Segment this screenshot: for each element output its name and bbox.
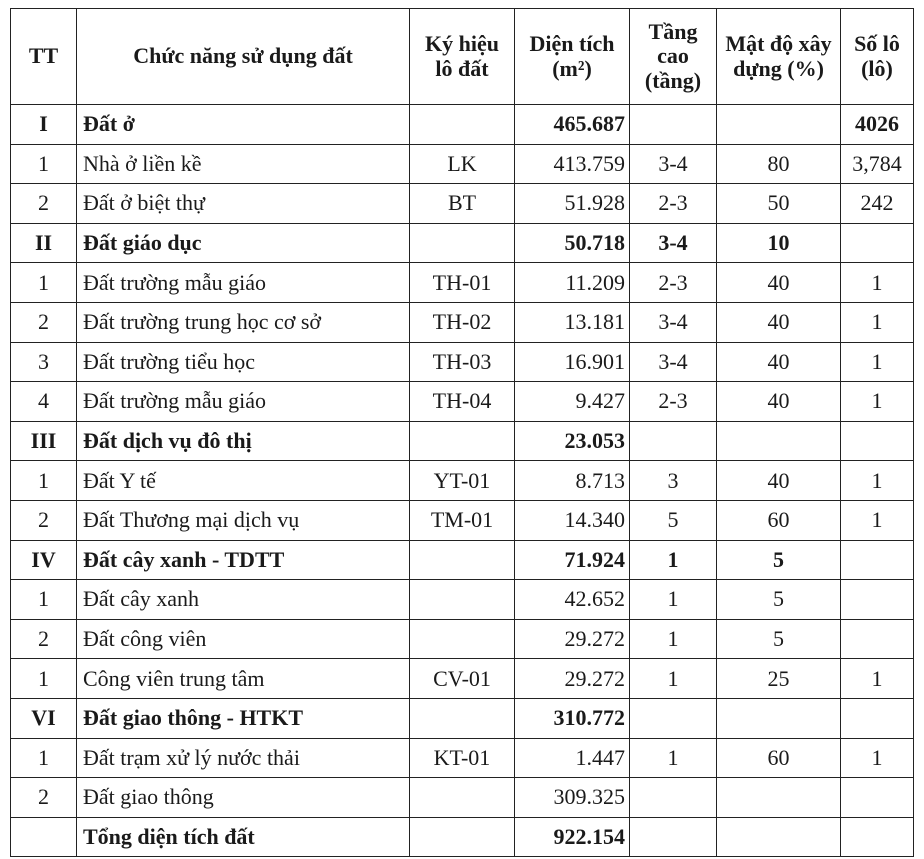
table-row (11, 619, 914, 659)
table-header-row (11, 9, 914, 105)
cell-tt: 2 (11, 184, 77, 224)
header-tt: TT (11, 9, 77, 105)
cell-land-function: Đất cây xanh (77, 580, 410, 620)
table-row (11, 382, 914, 422)
cell-lot-code: CV-01 (410, 659, 515, 699)
table-row (11, 263, 914, 303)
cell-floors: 3 (630, 461, 717, 501)
cell-floors: 1 (630, 580, 717, 620)
table-row (11, 738, 914, 778)
cell-lot-count: 1 (841, 461, 914, 501)
table-group-row (11, 223, 914, 263)
cell-area: 11.209 (515, 263, 630, 303)
cell-floors: 1 (630, 540, 717, 580)
table-group-row (11, 421, 914, 461)
cell-tt: 4 (11, 382, 77, 422)
table-body (11, 105, 914, 857)
cell-land-function: Đất Y tế (77, 461, 410, 501)
cell-land-function: Đất Thương mại dịch vụ (77, 500, 410, 540)
cell-area: 1.447 (515, 738, 630, 778)
cell-tt: 2 (11, 778, 77, 818)
cell-lot-count: 1 (841, 382, 914, 422)
cell-floors: 2-3 (630, 382, 717, 422)
cell-area: 413.759 (515, 144, 630, 184)
cell-building-density (717, 105, 841, 145)
cell-lot-code (410, 817, 515, 857)
cell-building-density: 25 (717, 659, 841, 699)
cell-land-function: Đất ở biệt thự (77, 184, 410, 224)
table-group-row (11, 698, 914, 738)
header-lot-code: Ký hiệu lô đất (410, 9, 515, 105)
cell-lot-count (841, 540, 914, 580)
header-land-function: Chức năng sử dụng đất (77, 9, 410, 105)
cell-lot-code: LK (410, 144, 515, 184)
cell-lot-code: TH-03 (410, 342, 515, 382)
cell-land-function: Đất trường mẫu giáo (77, 263, 410, 303)
cell-area: 42.652 (515, 580, 630, 620)
cell-land-function: Nhà ở liền kề (77, 144, 410, 184)
cell-tt: 1 (11, 461, 77, 501)
cell-building-density (717, 421, 841, 461)
cell-tt (11, 817, 77, 857)
cell-lot-code (410, 223, 515, 263)
table-row (11, 184, 914, 224)
cell-building-density: 40 (717, 302, 841, 342)
cell-building-density: 50 (717, 184, 841, 224)
cell-lot-code (410, 421, 515, 461)
cell-lot-code (410, 580, 515, 620)
cell-lot-code (410, 619, 515, 659)
table-row (11, 302, 914, 342)
table-row (11, 500, 914, 540)
cell-land-function: Đất trạm xử lý nước thải (77, 738, 410, 778)
cell-lot-count (841, 778, 914, 818)
cell-floors (630, 778, 717, 818)
cell-area: 29.272 (515, 619, 630, 659)
cell-area: 465.687 (515, 105, 630, 145)
cell-tt: IV (11, 540, 77, 580)
header-floors: Tầng cao (tầng) (630, 9, 717, 105)
cell-building-density: 80 (717, 144, 841, 184)
table-row (11, 342, 914, 382)
cell-tt: 3 (11, 342, 77, 382)
cell-tt: VI (11, 698, 77, 738)
cell-lot-code: KT-01 (410, 738, 515, 778)
cell-area: 8.713 (515, 461, 630, 501)
cell-area: 13.181 (515, 302, 630, 342)
cell-lot-code (410, 778, 515, 818)
cell-area: 50.718 (515, 223, 630, 263)
cell-floors: 1 (630, 619, 717, 659)
cell-land-function: Công viên trung tâm (77, 659, 410, 699)
cell-land-function: Đất trường mẫu giáo (77, 382, 410, 422)
cell-building-density (717, 698, 841, 738)
cell-lot-count (841, 421, 914, 461)
cell-land-function: Đất dịch vụ đô thị (77, 421, 410, 461)
cell-floors: 3-4 (630, 302, 717, 342)
cell-land-function: Đất giao thông - HTKT (77, 698, 410, 738)
cell-lot-count (841, 817, 914, 857)
cell-floors: 3-4 (630, 223, 717, 263)
cell-lot-code: YT-01 (410, 461, 515, 501)
cell-floors: 2-3 (630, 263, 717, 303)
cell-floors (630, 421, 717, 461)
cell-area: 922.154 (515, 817, 630, 857)
table-group-row (11, 105, 914, 145)
cell-lot-code: TH-01 (410, 263, 515, 303)
cell-floors: 3-4 (630, 342, 717, 382)
cell-lot-code: BT (410, 184, 515, 224)
cell-land-function: Đất ở (77, 105, 410, 145)
cell-floors (630, 817, 717, 857)
cell-building-density: 40 (717, 342, 841, 382)
cell-building-density: 60 (717, 500, 841, 540)
cell-area: 71.924 (515, 540, 630, 580)
cell-lot-code (410, 105, 515, 145)
cell-area: 51.928 (515, 184, 630, 224)
land-use-table (10, 8, 914, 857)
cell-lot-code: TH-04 (410, 382, 515, 422)
cell-floors: 2-3 (630, 184, 717, 224)
cell-floors: 1 (630, 738, 717, 778)
table-total-row (11, 817, 914, 857)
cell-lot-count (841, 619, 914, 659)
cell-land-function: Đất công viên (77, 619, 410, 659)
cell-tt: 2 (11, 619, 77, 659)
cell-tt: 2 (11, 302, 77, 342)
cell-tt: 2 (11, 500, 77, 540)
cell-land-function: Đất cây xanh - TDTT (77, 540, 410, 580)
cell-building-density: 5 (717, 580, 841, 620)
cell-area: 14.340 (515, 500, 630, 540)
table-row (11, 659, 914, 699)
cell-land-function: Đất giao thông (77, 778, 410, 818)
cell-building-density: 5 (717, 540, 841, 580)
cell-tt: III (11, 421, 77, 461)
cell-floors (630, 105, 717, 145)
cell-lot-code (410, 540, 515, 580)
land-use-table-sheet (10, 8, 914, 857)
cell-building-density: 40 (717, 382, 841, 422)
cell-area: 16.901 (515, 342, 630, 382)
cell-lot-code: TH-02 (410, 302, 515, 342)
cell-land-function: Đất giáo dục (77, 223, 410, 263)
cell-lot-count: 1 (841, 500, 914, 540)
table-group-row (11, 540, 914, 580)
cell-tt: 1 (11, 738, 77, 778)
cell-building-density: 10 (717, 223, 841, 263)
cell-lot-code (410, 698, 515, 738)
cell-lot-count: 4026 (841, 105, 914, 145)
cell-tt: 1 (11, 263, 77, 303)
cell-area: 29.272 (515, 659, 630, 699)
cell-tt: 1 (11, 659, 77, 699)
header-area: Diện tích (m²) (515, 9, 630, 105)
cell-land-function: Đất trường tiểu học (77, 342, 410, 382)
cell-lot-count: 1 (841, 659, 914, 699)
cell-lot-count: 3,784 (841, 144, 914, 184)
header-building-density: Mật độ xây dựng (%) (717, 9, 841, 105)
cell-building-density: 5 (717, 619, 841, 659)
cell-lot-count (841, 698, 914, 738)
cell-lot-count: 1 (841, 263, 914, 303)
cell-floors (630, 698, 717, 738)
cell-area: 9.427 (515, 382, 630, 422)
cell-tt: I (11, 105, 77, 145)
table-row (11, 778, 914, 818)
cell-lot-count (841, 223, 914, 263)
cell-floors: 3-4 (630, 144, 717, 184)
cell-tt: 1 (11, 144, 77, 184)
cell-lot-count: 1 (841, 342, 914, 382)
cell-building-density: 60 (717, 738, 841, 778)
cell-area: 310.772 (515, 698, 630, 738)
cell-area: 309.325 (515, 778, 630, 818)
cell-land-function: Đất trường trung học cơ sở (77, 302, 410, 342)
cell-land-function: Tổng diện tích đất (77, 817, 410, 857)
cell-building-density (717, 778, 841, 818)
cell-lot-count: 1 (841, 738, 914, 778)
cell-area: 23.053 (515, 421, 630, 461)
cell-building-density: 40 (717, 461, 841, 501)
cell-tt: II (11, 223, 77, 263)
table-row (11, 144, 914, 184)
cell-floors: 1 (630, 659, 717, 699)
cell-lot-code: TM-01 (410, 500, 515, 540)
cell-lot-count (841, 580, 914, 620)
cell-building-density (717, 817, 841, 857)
table-row (11, 580, 914, 620)
cell-floors: 5 (630, 500, 717, 540)
table-row (11, 461, 914, 501)
cell-lot-count: 242 (841, 184, 914, 224)
cell-building-density: 40 (717, 263, 841, 303)
cell-tt: 1 (11, 580, 77, 620)
header-lot-count: Số lô (lô) (841, 9, 914, 105)
cell-lot-count: 1 (841, 302, 914, 342)
